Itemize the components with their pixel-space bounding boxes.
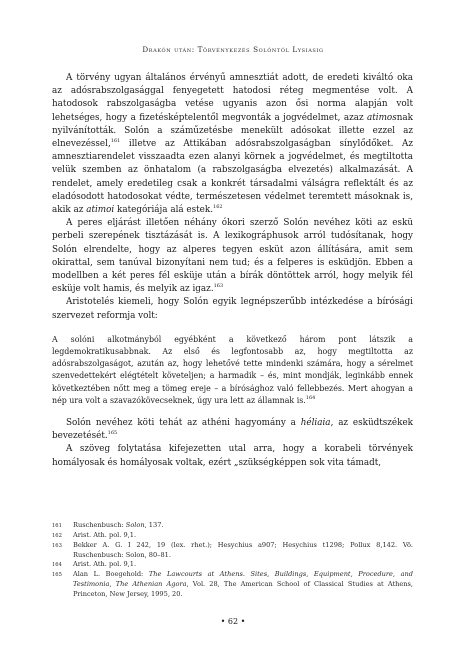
footnote-ref-163[interactable]: 163 bbox=[213, 283, 224, 290]
main-text bbox=[52, 72, 413, 470]
footnote-ref-161[interactable]: 161 bbox=[110, 138, 121, 145]
page-number: • 62 • bbox=[220, 617, 246, 626]
footnote-ref-164[interactable]: 164 bbox=[305, 394, 316, 401]
paragraph-4: Solón nevéhez köti tehát az athéni hagyomány a héliaia, az esküdtszékek bevezetését.$^{165}$ bbox=[52, 418, 414, 442]
paragraph-5: A szöveg folytatása kifejezetten utal arra, hogy a korabeli törvények homályosak és homályosak voltak, ezért „szükségképpen sok vita támadt, bbox=[52, 444, 413, 468]
footnote-ref-165[interactable]: 165 bbox=[107, 430, 118, 437]
footnote-161: 161 Ruschenbusch: Solon, 137. bbox=[52, 521, 164, 529]
footnotes bbox=[52, 521, 413, 599]
running-header: Drakón után: Törvénykezés Solóntól Lysiasig bbox=[142, 45, 324, 54]
footnote-ref-162[interactable]: 162 bbox=[213, 204, 223, 211]
block-quote: A solóni alkotmányból egyébként a következő három pont látszik a legdemokratikusabbnak. Az első és legfontosabb az, hogy megtiltotta az adósrabszolgaságot, azután az, hogy lehetővé tette mindenki számára, hogy a sérelmet szenvedettekért elégtételt követeljen; a harmadik – és, mint mondják, leginkább ennek következtében nőtt meg a tömeg ereje – a bírósághoz való fellebbezés. Mert ahogyan a nép ura volt a szavazókövecseknek, úgy ura lett az államnak is.$^{164}$ bbox=[52, 334, 413, 405]
footnote-163: 163 Bekker A. G. I 242, 19 (lex. rhet.); Hesychius a907; Hesychius t1298; Pollux 8,142. Vö. Ruschenbusch: Solon, 80–81. bbox=[52, 541, 413, 559]
paragraph-1: A törvény ugyan általános érvényű amnesztiát adott, de eredeti kiváltó oka az adósrabszolgasággal fenyegetett hatodosi réteg megmentése volt. A hatodosok rabszolgaságba vetése ugyanis azon ősi norma alapján volt lehetséges, hogy a fizetésképtelentől megvonták a jogvédelmet, azaz atimosnak nyilvánították. Solón a száműzetésbe menekült adósokat illette ezzel az elnevezéssel,$^{161}$ illetve az Attikában adósrabszolgaságban sínylődőket. Az amnesztiarendelet visszaadta ezen alanyi körnek a jogvédelmet, és megtiltotta velük szemben az önhatalom (a rabszolgaságba elvezetés) alkalmazását. A rendelet, amely eredetileg csak a konkrét társadalmi válságra reflektált és az eladósodott hatodosokat védte, természetesen védelmet teremtett másoknak is, akik az atimoi kategóriája alá estek.$^{162}$ bbox=[52, 73, 413, 216]
paragraph-2: A peres eljárást illetően néhány ókori szerző Solón nevéhez köti az eskü perbeli szerepének tisztázását is. A lexikográphusok arról tudósítanak, hogy Solón elrendelte, hogy az alperes tegyen esküt azon állítására, amit sem okirattal, sem tanúval bizonyítani nem tud; és a felperes is esküdjön. Ebben a modellben a két peres fél esküje után a bírák döntöttek arról, hogy melyik fél esküje volt hamis, és melyik az igaz.$^{163}$ bbox=[52, 218, 413, 295]
paragraph-3: Aristotelés kiemeli, hogy Solón egyik legnépszerűbb intézkedése a bírósági szervezet reformja volt: bbox=[52, 297, 413, 321]
footnote-162: 162 Arist. Ath. pol. 9,1. bbox=[52, 531, 137, 540]
footnote-164: 164 Arist. Ath. pol. 9,1. bbox=[52, 560, 137, 569]
footnote-165: 165 Alan L. Boegehold: The Lawcourts at Athens. Sites, Buildings, Equipment, Procedure, and Testimonia, The Athenian Agora, Vol. 28, The American School of Classical Studies at Athens, Princeton, New Jersey, 1995, 20. bbox=[52, 570, 414, 598]
